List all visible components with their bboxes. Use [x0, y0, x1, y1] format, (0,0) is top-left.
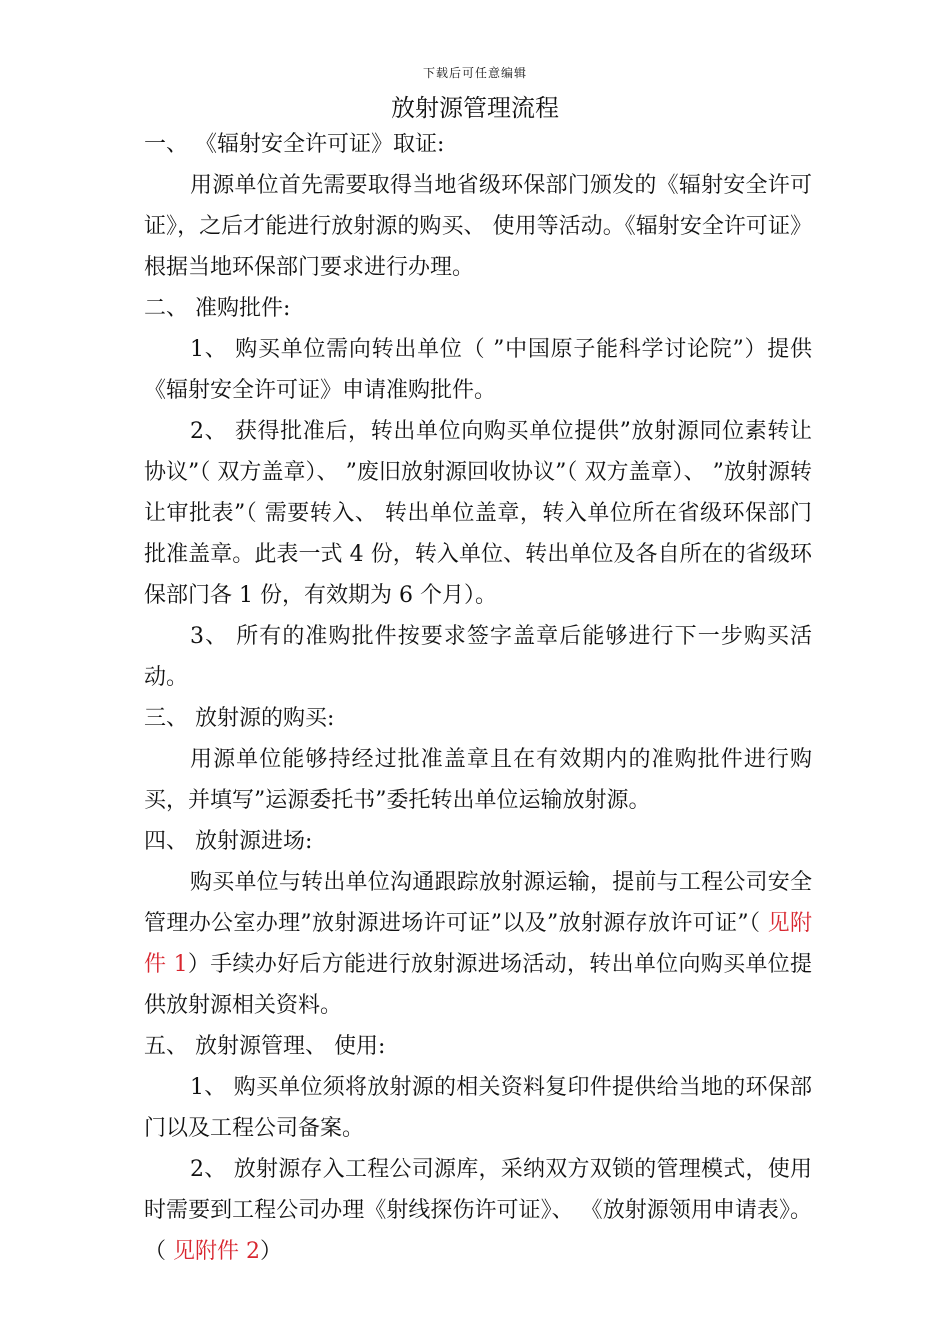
attachment-1-link[interactable]: 见附件 1: [144, 911, 812, 977]
section-heading-5: 五、 放射源管理、 使用:: [144, 1034, 386, 1059]
document-body: [144, 124, 812, 1272]
section-3-paragraph: 用源单位能够持经过批准盖章且在有效期内的准购批件进行购买，并填写”运源委托书”委托转出单位运输放射源。: [144, 747, 812, 813]
section-4-paragraph: [144, 862, 812, 1026]
section-5-item-2: [144, 1149, 812, 1272]
section-5-item-2-text-before: 2、 放射源存入工程公司源库，采纳双方双锁的管理模式，使用时需要到工程公司办理《射线探伤许可证》、 《放射源领用申请表》。（: [144, 1157, 812, 1264]
section-heading-4: 四、 放射源进场:: [144, 829, 313, 854]
section-1-paragraph: 用源单位首先需要取得当地省级环保部门颁发的《辐射安全许可证》，之后才能进行放射源的购买、 使用等活动。《辐射安全许可证》根据当地环保部门要求进行办理。: [144, 173, 812, 280]
section-heading-2: 二、 准购批件:: [144, 296, 291, 321]
section-heading-1: 一、 《辐射安全许可证》取证:: [144, 132, 445, 157]
section-5-item-1: 1、 购买单位须将放射源的相关资料复印件提供给当地的环保部门以及工程公司备案。: [144, 1075, 812, 1141]
section-2-item-1: 1、 购买单位需向转出单位（ ”中国原子能科学讨论院”）提供《辐射安全许可证》申请准购批件。: [144, 337, 812, 403]
section-4-text-before: 购买单位与转出单位沟通跟踪放射源运输，提前与工程公司安全管理办公室办理”放射源进场许可证”以及”放射源存放许可证”（: [144, 870, 812, 936]
section-5-item-2-text-after: ）: [260, 1239, 283, 1264]
attachment-2-link[interactable]: 见附件 2: [173, 1239, 260, 1264]
section-heading-3: 三、 放射源的购买:: [144, 706, 335, 731]
section-2-item-3: 3、 所有的准购批件按要求签字盖章后能够进行下一步购买活动。: [144, 624, 812, 690]
section-2-item-2: 2、 获得批准后，转出单位向购买单位提供”放射源同位素转让协议”（ 双方盖章）、 ”废旧放射源回收协议”（ 双方盖章）、 ”放射源转让审批表”（ 需要转入、 转出单位盖章，转入单位所在省级环保部门批准盖章。此表一式 4 份，转入单位、转出单位及各自所在的省级环保部门各 1 份，有效期为 6 个月）。: [144, 419, 812, 608]
section-4-text-after: ）手续办好后方能进行放射源进场活动，转出单位向购买单位提供放射源相关资料。: [144, 952, 812, 1018]
header-note: 下载后可任意编辑: [422, 66, 527, 80]
page-title: 放射源管理流程: [391, 94, 559, 122]
